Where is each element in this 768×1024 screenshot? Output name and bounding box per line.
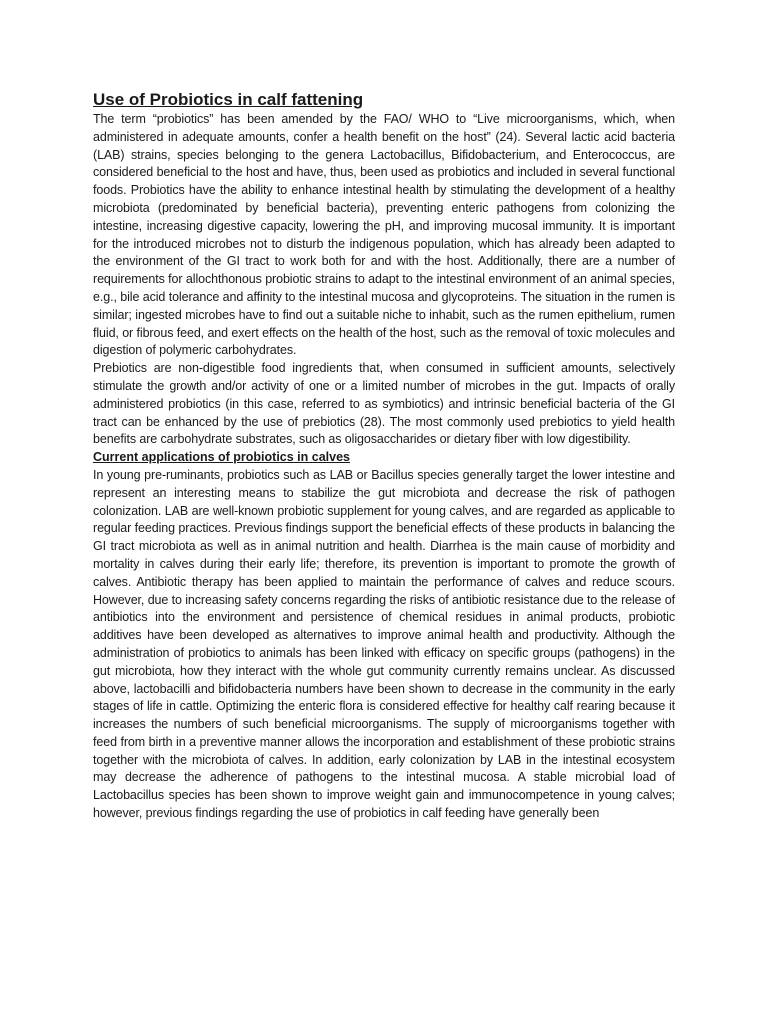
document-page <box>93 89 675 823</box>
paragraph-probiotics-definition: The term “probiotics” has been amended by the FAO/ WHO to “Live microorganisms, which, when administered in adequate amounts, confer a health benefit on the host” (24). Several lactic acid bacteria (LAB) strains, species belonging to the genera Lactobacillus, Bifidobacterium, and Enterococcus, are considered beneficial to the host and have, thus, been used as probiotics and included in several functional foods. Probiotics have the ability to enhance intestinal health by stimulating the development of a healthy microbiota (predominated by beneficial bacteria), preventing enteric pathogens from colonizing the intestine, increasing digestive capacity, lowering the pH, and improving mucosal immunity. It is important for the introduced microbes not to disturb the indigenous population, which has already been adapted to the environment of the GI tract to work both for and with the host. Additionally, there are a number of requirements for allochthonous probiotic strains to adapt to the intestinal environment of an animal species, e.g., bile acid tolerance and affinity to the intestinal mucosa and glycoproteins. The situation in the rumen is similar; ingested microbes have to find out a suitable niche to inhabit, such as the rumen epithelium, rumen fluid, or fibrous feed, and exert effects on the health of the host, such as the removal of toxic molecules and digestion of polymeric carbohydrates. <box>93 112 675 358</box>
section-heading: Current applications of probiotics in calves <box>93 450 350 465</box>
document-title: Use of Probiotics in calf fattening <box>93 90 364 109</box>
paragraph-prebiotics: Prebiotics are non-digestible food ingredients that, when consumed in sufficient amounts, selectively stimulate the growth and/or activity of one or a limited number of microbes in the gut. Impacts of orally administered probiotics (in this case, referred to as symbiotics) and intrinsic beneficial bacteria of the GI tract can be enhanced by the use of prebiotics (28). The most commonly used prebiotics to yield health benefits are carbohydrate substrates, such as oligosaccharides or dietary fiber with low digestibility. <box>93 361 675 447</box>
paragraph-current-applications: In young pre-ruminants, probiotics such as LAB or Bacillus species generally target the lower intestine and represent an interesting means to stabilize the gut microbiota and decrease the risk of pathogen colonization. LAB are well-known probiotic supplement for young calves, and are regarded as applicable to regular feeding practices. Previous findings support the beneficial effects of these products in balancing the GI tract microbiota as well as in animal nutrition and health. Diarrhea is the main cause of morbidity and mortality in calves during their early life; therefore, its prevention is important to promote the growth of calves. Antibiotic therapy has been applied to maintain the performance of calves and reduce scours. However, due to increasing safety concerns regarding the risks of antibiotic resistance due to the release of antibiotics into the environment and persistence of chemical residues in animal products, probiotic additives have been developed as alternatives to improve animal health and productivity. Although the administration of probiotics to animals has been linked with efficacy on specific groups (pathogens) in the gut microbiota, how they interact with the whole gut community currently remains unclear. As discussed above, lactobacilli and bifidobacteria numbers have been shown to decrease in the community in the early stages of life in cattle. Optimizing the enteric flora is considered effective for healthy calf rearing because it increases the numbers of such beneficial microorganisms. The supply of microorganisms together with feed from birth in a preventive manner allows the incorporation and establishment of these probiotic strains together with the microbiota of calves. In addition, early colonization by LAB in the intestinal ecosystem may decrease the adherence of pathogens to the intestinal mucosa. A stable microbial load of Lactobacillus species has been shown to improve weight gain and immunocompetence in young calves; however, previous findings regarding the use of probiotics in calf feeding have generally been <box>93 467 675 821</box>
